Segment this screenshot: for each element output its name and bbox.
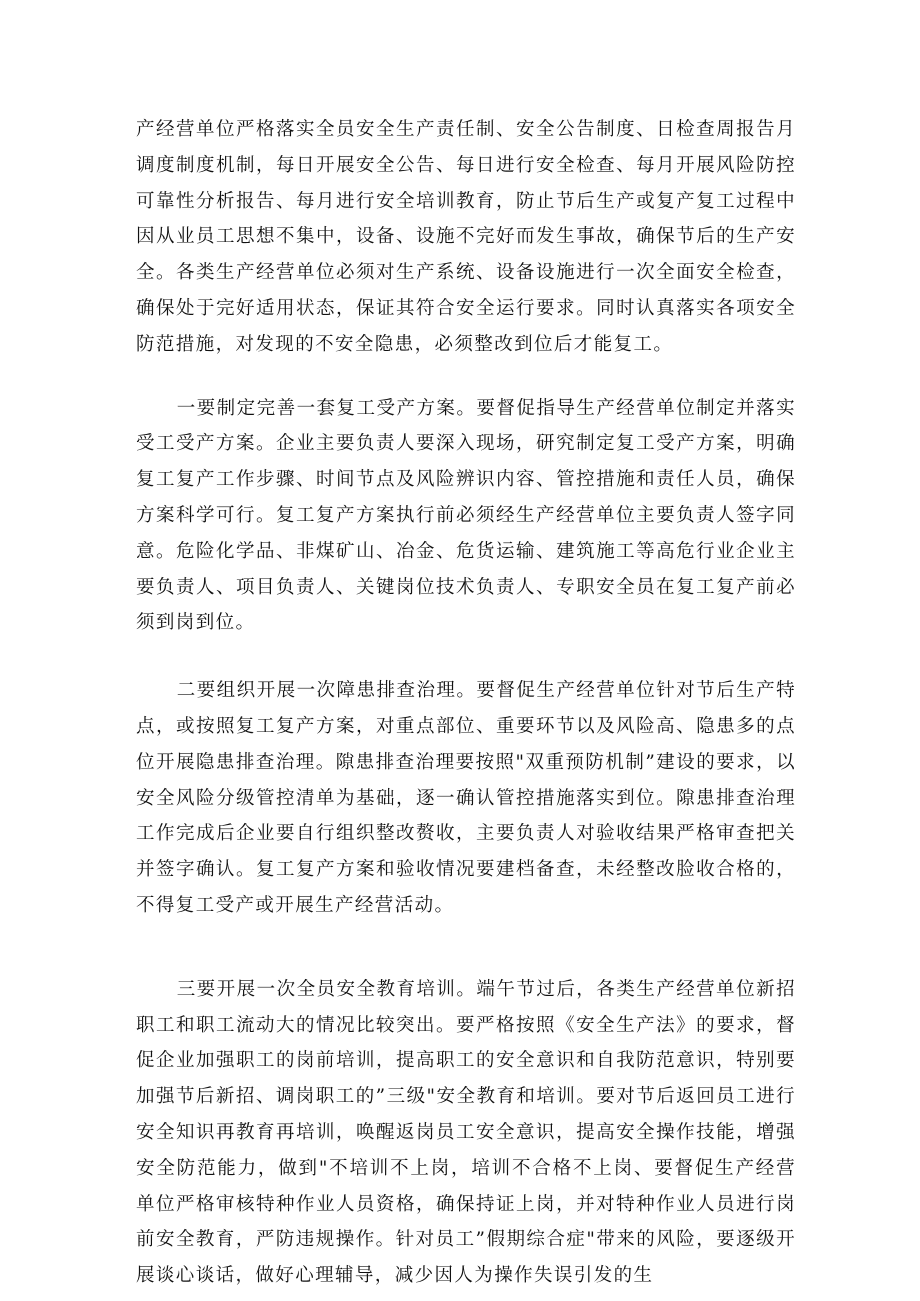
paragraph-safety-training: 三要开展一次全员安全教育培训。端午节过后，各类生产经营单位新招职工和职工流动大的情况比较突出。要严格按照《安全生产法》的要求，督促企业加强职工的岗前培训，提高职工的安全意识和自我防范意识，特别要加强节后新招、调岗职工的”三级"安全教育和培训。要对节后返回员工进行安全知识再教育再培训，唤醒返岗员工安全意识，提高安全操作技能，增强安全防范能力，做到"不培训不上岗，培训不合格不上岗、要督促生产经营单位严格审核特种作业人员资格，确保持证上岗，并对特种作业人员进行岗前安全教育，严防违规操作。针对员工”假期综合症"带来的风险，要逐级开展谈心谈话，做好心理辅导，减少因人为操作失误引发的生	[136, 978, 796, 1287]
paragraph-continuation: 产经营单位严格落实全员安全生产责任制、安全公告制度、日检查周报告月调度制度机制，每日开展安全公告、每日进行安全检查、每月开展风险防控可靠性分析报告、每月进行安全培训教育，防止节后生产或复产复工过程中因从业员工思想不集中，设备、设施不完好而发生事故，确保节后的生产安全。各类生产经营单位必须对生产系统、设备设施进行一次全面安全检查，确保处于完好适用状态，保证其符合安全运行要求。同时认真落实各项安全防范措施，对发现的不安全隐患，必须整改到位后才能复工。	[136, 119, 796, 355]
document-body	[136, 112, 796, 1294]
paragraph-hazard-inspection: 二要组织开展一次障患排查治理。要督促生产经营单位针对节后生产特点，或按照复工复产方案，对重点部位、重要环节以及风险高、隐患多的点位开展隐患排查治理。隙患排查治理要按照"双重预防机制”建设的要求，以安全风险分级管控清单为基础，逐一确认管控措施落实到位。隙患排查治理工作完成后企业要自行组织整改赘收，主要负责人对验收结果严格审查把关并签字确认。复工复产方案和验收情况要建档备查，未经整改脸收合格的，不得复工受产或开展生产经营活动。	[136, 680, 796, 916]
paragraph-work-resumption-plan: 一要制定完善一套复工受产方案。要督促指导生产经营单位制定并落实受工受产方案。企业主要负责人要深入现场，研究制定复工受产方案，明确复工复产工作步骤、时间节点及风险辨识内容、管控措施和责任人员，确保方案科学可行。复工复产方案执行前必须经生产经营单位主要负责人签字同意。危险化学品、非煤矿山、冶金、危货运输、建筑施工等高危行业企业主要负责人、项目负责人、关键岗位技术负责人、专职安全员在复工复产前必须到岗到位。	[136, 397, 796, 634]
